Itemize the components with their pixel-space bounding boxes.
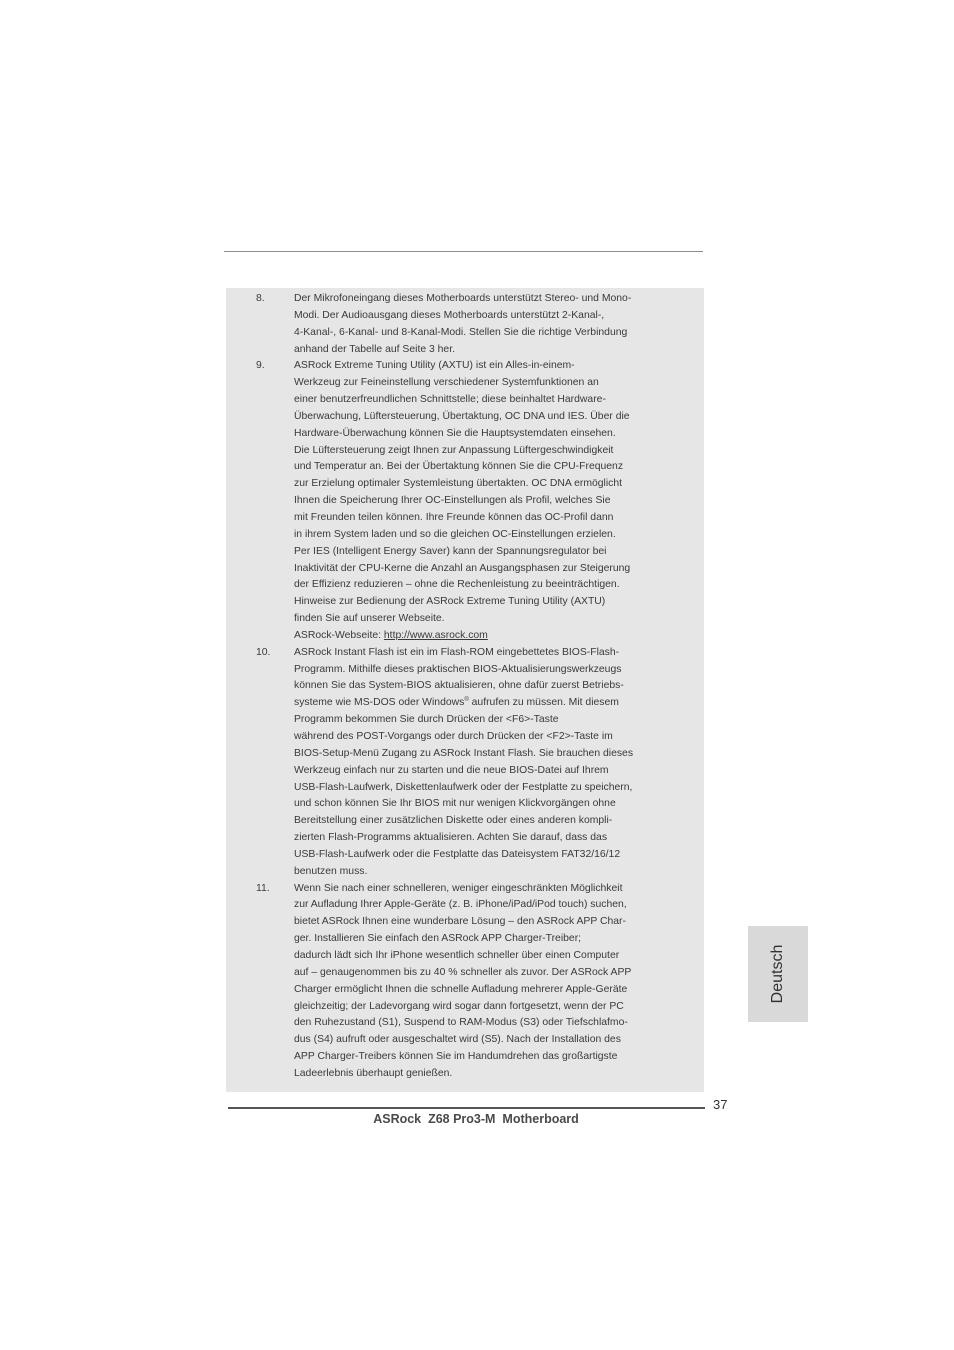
text-fragment: systeme wie MS-DOS oder Windows xyxy=(294,697,465,709)
text-line: einer benutzerfreundlichen Schnittstelle; diese beinhaltet Hardware- xyxy=(294,394,606,406)
text-line: und Temperatur an. Bei der Übertaktung können Sie die CPU-Frequenz xyxy=(294,461,624,473)
text-line: den Ruhezustand (S1), Suspend to RAM-Modus (S3) oder Tiefschlafmo- xyxy=(294,1017,628,1029)
text-line: und schon können Sie Ihr BIOS mit nur wenigen Klickvorgängen ohne xyxy=(294,798,616,810)
text-line: in ihrem System laden und so die gleichen OC-Einstellungen erzielen. xyxy=(294,528,616,540)
footer-divider xyxy=(228,1107,705,1109)
text-line: Programm bekommen Sie durch Drücken der <F6>-Taste xyxy=(294,714,559,726)
text-line: Modi. Der Audioausgang dieses Motherboards unterstützt 2-Kanal-, xyxy=(294,309,605,321)
text-line: Ladeerlebnis überhaupt genießen. xyxy=(294,1067,453,1079)
text-line: mit Freunden teilen können. Ihre Freunde können das OC-Profil dann xyxy=(294,511,614,523)
item-text xyxy=(294,291,704,358)
footer-title: ASRock Z68 Pro3-M Motherboard xyxy=(373,1112,579,1126)
website-line xyxy=(294,628,704,645)
text-line: Werkzeug zur Feineinstellung verschiedener Systemfunktionen an xyxy=(294,377,599,389)
language-tab xyxy=(748,926,808,1022)
text-line: Die Lüftersteuerung zeigt Ihnen zur Anpassung Lüftergeschwindigkeit xyxy=(294,444,614,456)
text-line: gleichzeitig; der Ladevorgang wird sogar dann fortgesetzt, wenn der PC xyxy=(294,1000,624,1012)
item-text xyxy=(294,645,704,881)
language-label: Deutsch xyxy=(769,944,786,1004)
website-link[interactable]: http://www.asrock.com xyxy=(383,629,488,641)
text-line: Programm. Mithilfe dieses praktischen BIOS-Aktualisierungswerkzeugs xyxy=(294,663,622,675)
content-panel xyxy=(226,288,704,1092)
text-line: Wenn Sie nach einer schnelleren, weniger eingeschränkten Möglichkeit xyxy=(294,882,623,894)
text-line: ger. Installieren Sie einfach den ASRock APP Charger-Treiber; xyxy=(294,933,582,945)
text-line: der Effizienz reduzieren – ohne die Rechenleistung zu beeinträchtigen. xyxy=(294,579,620,591)
text-line: Der Mikrofoneingang dieses Motherboards unterstützt Stereo- und Mono- xyxy=(294,293,632,304)
item-text xyxy=(294,881,704,1083)
text-line: Hinweise zur Bedienung der ASRock Extreme Tuning Utility (AXTU) xyxy=(294,596,606,608)
text-line: Ihnen die Speicherung Ihrer OC-Einstellungen als Profil, welches Sie xyxy=(294,495,611,507)
text-line: Hardware-Überwachung können Sie die Hauptsystemdaten einsehen. xyxy=(294,427,616,439)
text-line: Bereitstellung einer zusätzlichen Diskette oder eines anderen kompli- xyxy=(294,815,613,827)
text-line: ASRock Instant Flash ist ein im Flash-ROM eingebettetes BIOS-Flash- xyxy=(294,646,620,658)
item-text xyxy=(294,358,704,644)
text-line: während des POST-Vorgangs oder durch Drücken der <F2>-Taste im xyxy=(294,731,613,743)
text-line: anhand der Tabelle auf Seite 3 her. xyxy=(294,343,455,355)
item-number: 11. xyxy=(256,882,270,894)
text-line: BIOS-Setup-Menü Zugang zu ASRock Instant Flash. Sie brauchen dieses xyxy=(294,747,634,759)
text-line: Werkzeug einfach nur zu starten und die neue BIOS-Datei auf Ihrem xyxy=(294,764,609,776)
text-line: USB-Flash-Laufwerk oder die Festplatte das Dateisystem FAT32/16/12 xyxy=(294,848,621,860)
item-number: 9. xyxy=(256,360,265,372)
registered-mark: ® xyxy=(464,697,469,704)
text-line: finden Sie auf unserer Webseite. xyxy=(294,613,445,625)
text-line xyxy=(294,695,704,712)
item-number: 8. xyxy=(256,293,265,304)
text-line: USB-Flash-Laufwerk, Diskettenlaufwerk oder der Festplatte zu speichern, xyxy=(294,781,633,793)
website-label: ASRock-Webseite: xyxy=(294,629,384,641)
top-divider xyxy=(224,251,703,252)
text-line: bietet ASRock Ihnen eine wunderbare Lösung – den ASRock APP Char- xyxy=(294,916,626,928)
text-line: 4-Kanal-, 6-Kanal- und 8-Kanal-Modi. Stellen Sie die richtige Verbindung xyxy=(294,326,628,338)
item-number: 10. xyxy=(256,646,271,658)
text-line: benutzen muss. xyxy=(294,865,368,877)
text-line: zur Aufladung Ihrer Apple-Geräte (z. B. iPhone/iPad/iPod touch) suchen, xyxy=(294,899,627,911)
text-line: zur Erzielung optimaler Systemleistung übertakten. OC DNA ermöglicht xyxy=(294,478,623,490)
text-line: APP Charger-Treibers können Sie im Handumdrehen das großartigste xyxy=(294,1051,618,1063)
text-line: zierten Flash-Programms aktualisieren. Achten Sie darauf, dass das xyxy=(294,832,608,844)
text-line: dus (S4) aufruft oder ausgeschaltet wird (S5). Nach der Installation des xyxy=(294,1034,621,1046)
text-fragment: aufrufen zu müssen. Mit diesem xyxy=(468,697,619,709)
text-line: Überwachung, Lüftersteuerung, Übertaktung, OC DNA und IES. Über die xyxy=(294,410,630,422)
text-line: Charger ermöglicht Ihnen die schnelle Aufladung mehrerer Apple-Geräte xyxy=(294,983,628,995)
text-line: ASRock Extreme Tuning Utility (AXTU) ist ein Alles-in-einem- xyxy=(294,360,575,372)
text-line: Inaktivität der CPU-Kerne die Anzahl an Ausgangsphasen zur Steigerung xyxy=(294,562,631,574)
text-line: Per IES (Intelligent Energy Saver) kann der Spannungsregulator bei xyxy=(294,545,607,557)
page-number: 37 xyxy=(713,1097,728,1112)
text-line: auf – genaugenommen bis zu 40 % schneller als zuvor. Der ASRock APP xyxy=(294,966,632,978)
text-line: dadurch lädt sich Ihr iPhone wesentlich schneller über einen Computer xyxy=(294,949,620,961)
text-line: können Sie das System-BIOS aktualisieren, ohne dafür zuerst Betriebs- xyxy=(294,680,624,692)
